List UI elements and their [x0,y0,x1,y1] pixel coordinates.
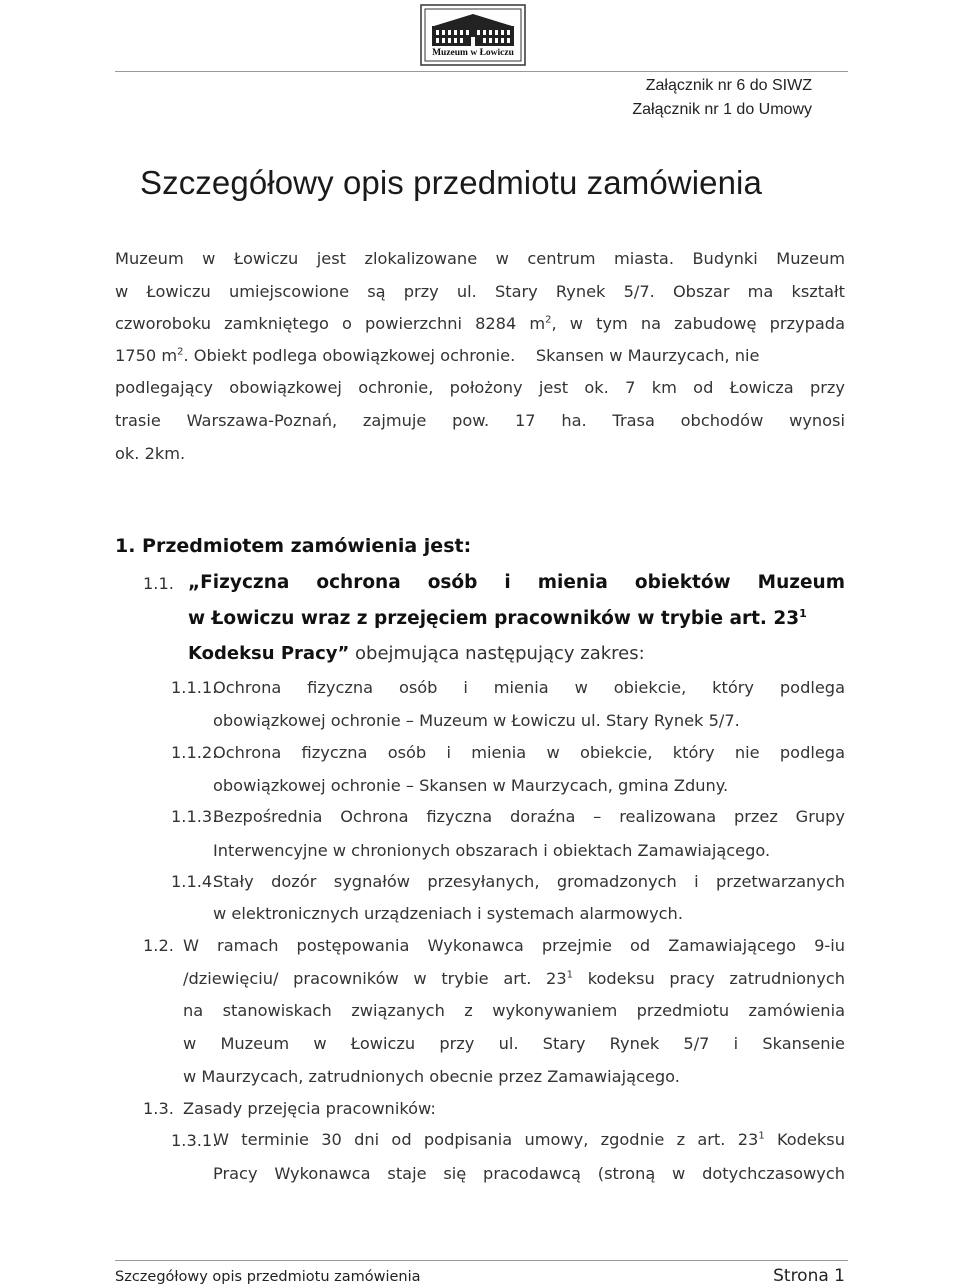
item-1-3-1-line: Pracy Wykonawca staje się pracodawcą (stroną w dotychczasowych [213,1164,845,1183]
item-1-2-line: na stanowiskach związanych z wykonywaniem przedmiotu zamówienia [183,1001,845,1020]
section-heading: 1. Przedmiotem zamówienia jest: [115,535,472,557]
item-number: 1.3.1. [171,1131,218,1150]
item-number: 1.3. [143,1099,174,1118]
intro-line: Muzeum w Łowiczu jest zlokalizowane w centrum miasta. Budynki Muzeum [115,249,845,268]
item-1-1-line: w Łowiczu wraz z przejęciem pracowników w trybie art. $23^1$ [188,606,807,629]
item-1-1-line: „Fizyczna ochrona osób i mienia obiektów Muzeum [188,572,845,593]
item-1-2-line: w Maurzycach, zatrudnionych obecnie przez Zamawiającego. [183,1067,680,1086]
item-1-2-line: W ramach postępowania Wykonawca przejmie od Zamawiającego 9-iu [183,936,845,955]
footer-divider [115,1260,848,1261]
item-1-2-line: w Muzeum w Łowiczu przy ul. Stary Rynek 5/7 i Skansenie [183,1034,845,1053]
item-1-1-1-line: Ochrona fizyczna osób i mienia w obiekcie, który podlega [213,678,845,697]
item-1-1-4-line: w elektronicznych urządzeniach i systemach alarmowych. [213,904,683,923]
item-1-1-3-line: Bezpośrednia Ochrona fizyczna doraźna – realizowana przez Grupy [213,807,845,826]
item-1-1-2-line: obowiązkowej ochronie – Skansen w Maurzycach, gmina Zduny. [213,776,729,795]
item-number: 1.1.2. [171,743,218,762]
intro-line: w Łowiczu umiejscowione są przy ul. Stary Rynek 5/7. Obszar ma kształt [115,282,845,301]
footer-document-title: Szczegółowy opis przedmiotu zamówienia [115,1269,421,1285]
item-1-1-3-line: Interwencyjne w chronionych obszarach i obiektach Zamawiającego. [213,841,771,860]
museum-logo [420,4,526,66]
footer-page-number: Strona 1 [773,1266,845,1286]
header-divider [115,71,848,72]
item-1-1-1-line: obowiązkowej ochronie – Muzeum w Łowiczu ul. Stary Rynek 5/7. [213,711,740,730]
logo-text: Muzeum w Łowiczu [432,48,514,58]
item-number: 1.1.4. [171,872,218,891]
item-number: 1.1. [143,574,174,593]
item-1-3-1-line: W terminie 30 dni od podpisania umowy, zgodnie z art. $23^1$ Kodeksu [213,1130,845,1149]
item-1-1-4-line: Stały dozór sygnałów przesyłanych, gromadzonych i przetwarzanych [213,872,845,891]
item-number: 1.1.1. [171,678,218,697]
intro-line: czworoboku zamkniętego o powierzchni 8284 $m^2$, w tym na zabudowę przypada [115,314,846,333]
intro-line: podlegający obowiązkowej ochronie, położony jest ok. 7 km od Łowicza przy [115,378,845,397]
intro-line: trasie Warszawa-Poznań, zajmuje pow. 17 ha. Trasa obchodów wynosi [115,411,845,430]
intro-line: ok. 2km. [115,444,186,463]
annex-number-siwz: Załącznik nr 6 do SIWZ [645,77,812,94]
item-1-2-line: /dziewięciu/ pracowników w trybie art. $23^1$ kodeksu pracy zatrudnionych [183,969,845,988]
item-1-1-2-line: Ochrona fizyczna osób i mienia w obiekcie, który nie podlega [213,743,845,762]
intro-line: 1750 $m^2$. Obiekt podlega obowiązkowej ochronie. Skansen w Maurzycach, nie [115,346,760,365]
page-title: Szczegółowy opis przedmiotu zamówienia [140,164,762,201]
annex-number-umowa: Załącznik nr 1 do Umowy [632,101,812,118]
item-number: 1.2. [143,936,174,955]
item-number: 1.1.3. [171,807,218,826]
item-1-1-line: Kodeksu Pracy” obejmująca następujący zakres: [188,643,645,664]
item-1-3-line: Zasady przejęcia pracowników: [183,1099,436,1118]
